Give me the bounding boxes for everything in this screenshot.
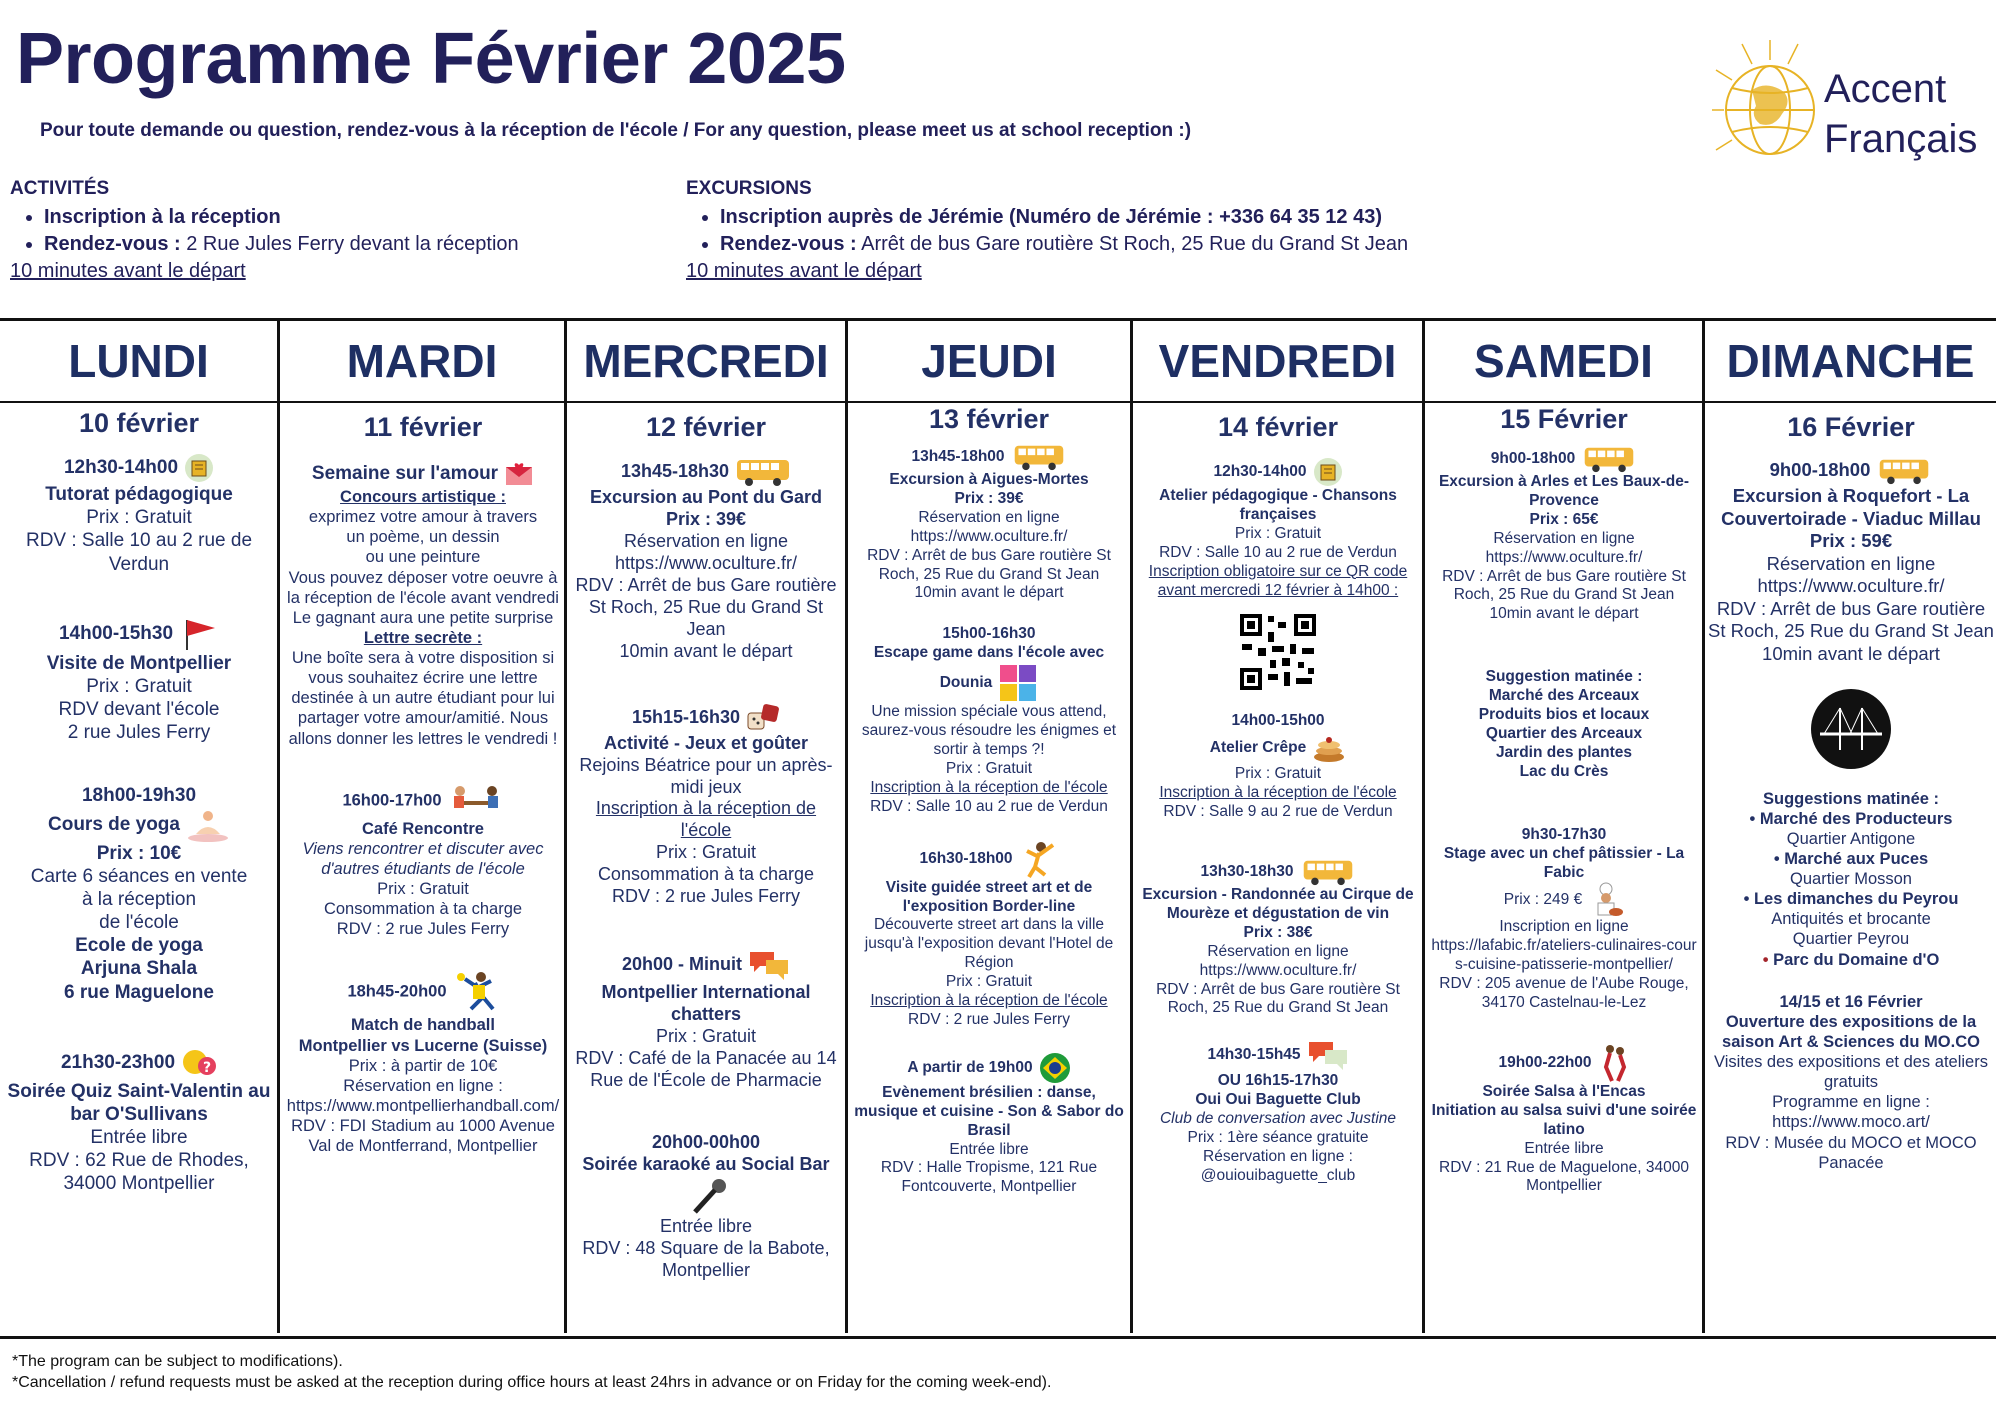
svg-text:?: ? <box>203 1059 212 1076</box>
chat-icon <box>1307 1038 1349 1072</box>
day-header-mercredi: MERCREDI <box>583 335 829 387</box>
excursions-info <box>686 178 1686 283</box>
page-title: Programme Février 2025 <box>16 19 846 99</box>
event-moco: 14/15 et 16 Février Ouverture des expositions de la saison Art & Sciences du MO.CO Visites des expositions et des ateliers gratuits Programme en ligne : https://www.moco.art/ RDV : Musée du MOCO et MOCO Panacée <box>1714 992 1988 1172</box>
column-samedi <box>1428 404 1700 1329</box>
event-roquefort: 9h00-18h00 Excursion à Roquefort - La Couvertoirade - Viaduc Millau Prix : 59€ Réservation en ligne https://www.oculture.fr/ RDV : Arrêt de bus Gare routière St Roch, 25 Rue du Grand St Jean 10min avant le départ <box>1708 458 1994 664</box>
column-mercredi <box>570 404 842 1329</box>
event-stage-patissier: 9h30-17h30 Stage avec un chef pâtissier - La Fabic Prix : 249 € Inscription en ligne https://lafabic.fr/ateliers-culinaires-cours-cuisine-patisserie-montpellier/ RDV : 205 avenue de l'Aube Rouge, 34170 Castelnau-le-Lez <box>1431 825 1697 1012</box>
footer-note-modifications: *The program can be subject to modifications). <box>12 1353 343 1370</box>
activites-inscription: • Inscription à la réception <box>44 206 650 229</box>
event-street-art: 16h30-18h00 Visite guidée street art et de l'exposition Border-line Découverte street art dans la ville jusqu'à l'exposition devant l'Hotel de Région Prix : Gratuit Inscription à la réception de l'école RDV : 2 rue Jules Ferry <box>851 839 1127 1030</box>
excursions-inscription: • Inscription auprès de Jérémie (Numéro de Jérémie : +336 64 35 12 43) <box>720 206 1686 229</box>
excursions-rendez-vous: • Rendez-vous : Arrêt de bus Gare routière St Roch, 25 Rue du Grand St Jean <box>720 233 1686 256</box>
event-yoga: 18h00-19h30 Cours de yoga Prix : 10€ Carte 6 séances en vente à la réception de l'école Ecole de yoga Arjuna Shala 6 rue Maguelone <box>30 785 248 1003</box>
brazil-flag-icon <box>1039 1052 1071 1084</box>
excursions-note: 10 minutes avant le départ <box>686 260 922 282</box>
event-jeux-gouter: 15h15-16h30 Activité - Jeux et goûter Rejoins Béatrice pour un après-midi jeux Inscription à la réception de l'école Prix : Gratuit Consommation à ta charge RDV : 2 rue Jules Ferry <box>570 703 842 909</box>
excursions-heading: EXCURSIONS <box>686 178 812 199</box>
event-atelier-chansons: 12h30-14h00 Atelier pédagogique - Chansons françaises Prix : Gratuit RDV : Salle 10 au 2 rue de Verdun Inscription obligatoire sur ce QR code avant mercredi 12 février à 14h00 : <box>1136 457 1420 698</box>
column-divider <box>277 318 280 1333</box>
event-bresilien: A partir de 19h00 Evènement brésilien : danse, musique et cuisine - Son & Sabor do Brasil Entrée libre RDV : Halle Tropisme, 121 Rue Fontcouverte, Montpellier <box>851 1052 1127 1197</box>
date-jeudi: 13 février <box>928 404 1050 434</box>
svg-text:Français: Français <box>1824 117 1978 161</box>
book-icon <box>1313 457 1343 487</box>
date-samedi: 15 Février <box>1500 404 1628 434</box>
event-suggestion-samedi: Suggestion matinée : Marché des Arceaux Produits bios et locaux Quartier des Arceaux Jardin des plantes Lac du Crès <box>1478 668 1650 780</box>
dice-icon <box>746 703 780 733</box>
microphone-icon <box>689 1176 729 1216</box>
quiz-icon <box>181 1046 217 1080</box>
book-icon <box>184 453 214 483</box>
day-header-mardi: MARDI <box>346 335 498 387</box>
column-lundi <box>4 404 274 1329</box>
table-header-divider <box>0 401 1996 403</box>
day-header-vendredi: VENDREDI <box>1158 335 1397 387</box>
event-tutorat: 12h30-14h00 Tutorat pédagogique Prix : Gratuit RDV : Salle 10 au 2 rue de Verdun <box>4 453 274 576</box>
event-pont-du-gard: 13h45-18h30 Excursion au Pont du Gard Prix : 39€ Réservation en ligne https://www.oculture.fr/ RDV : Arrêt de bus Gare routière St Roch, 25 Rue du Grand St Jean 10min avant le départ <box>570 457 842 663</box>
column-vendredi <box>1136 404 1420 1329</box>
column-divider <box>845 318 848 1333</box>
flag-icon <box>179 616 219 652</box>
activites-note: 10 minutes avant le départ <box>10 260 246 282</box>
event-karaoke: 20h00-00h00 Soirée karaoké au Social Bar Entrée libre RDV : 48 Square de la Babote, Montpellier <box>582 1132 830 1280</box>
footer-notes <box>12 1352 1051 1394</box>
activites-rendez-vous: • Rendez-vous : 2 Rue Jules Ferry devant la réception <box>44 233 650 256</box>
column-mardi <box>283 404 563 1329</box>
day-header-jeudi: JEUDI <box>921 335 1057 387</box>
svg-text:Accent: Accent <box>1824 67 1947 111</box>
event-semaine-amour: Semaine sur l'amour Concours artistique : exprimez votre amour à travers un poème, un dessin ou une peinture Vous pouvez déposer votre oeuvre à la réception de l'école avant vendredi Le gagnant aura une petite surprise Lettre secrète : Une boîte sera à votre disposition si vous souhaitez écrire une lettre destinée à un autre étudiant pour lui partager votre amour/amitié. Nous allons donner les lettres le vendredi ! <box>283 461 563 749</box>
activites-info <box>10 178 650 283</box>
footer-note-cancellation: *Cancellation / refund requests must be asked at the reception during office hours at least 24hrs in advance or on Friday for the coming week-end). <box>12 1373 1052 1391</box>
page-subtitle: Pour toute demande ou question, rendez-vous à la réception de l'école / For any question, please meet us at school reception :) <box>40 120 1192 141</box>
column-jeudi <box>851 404 1127 1329</box>
day-header-samedi: SAMEDI <box>1474 335 1653 387</box>
bus-icon <box>1011 443 1067 471</box>
event-salsa: 19h00-22h00 Soirée Salsa à l'Encas Initiation au salsa suivi d'une soirée latino Entrée libre RDV : 21 Rue de Maguelone, 34000 Montpellier <box>1428 1043 1700 1196</box>
viaduct-icon <box>1810 688 1892 770</box>
heart-envelope-icon <box>504 461 534 487</box>
yoga-icon <box>186 808 230 842</box>
event-oui-oui-baguette: 14h30-15h45 OU 16h15-17h30 Oui Oui Baguette Club Club de conversation avec Justine Prix : 1ère séance gratuite Réservation en ligne : @ouiouibaguette_club <box>1136 1038 1420 1185</box>
date-mardi: 11 février <box>363 412 483 442</box>
column-dimanche <box>1708 404 1994 1329</box>
dancer-icon <box>1019 839 1059 879</box>
column-divider <box>564 318 567 1333</box>
handball-icon <box>453 969 499 1015</box>
event-atelier-crepe: 14h00-15h00 Atelier Crêpe Prix : Gratuit Inscription à la réception de l'école RDV : Salle 9 au 2 rue de Verdun <box>1159 712 1397 821</box>
event-cafe-rencontre: 16h00-17h00 Café Rencontre Viens rencontrer et discuter avec d'autres étudiants de l'école Prix : Gratuit Consommation à ta charge RDV : 2 rue Jules Ferry <box>283 783 563 940</box>
date-dimanche: 16 Février <box>1787 412 1915 442</box>
accent-francais-logo <box>1712 40 1982 180</box>
event-randonnee: 13h30-18h30 Excursion - Randonnée au Cirque de Mourèze et dégustation de vin Prix : 38€ Réservation en ligne https://www.oculture.fr/ RDV : Arrêt de bus Gare routière St Roch, 25 Rue du Grand St Jean <box>1136 858 1420 1018</box>
cafe-icon <box>448 783 504 819</box>
date-mercredi: 12 février <box>645 412 767 442</box>
event-quiz: 21h30-23h00 ? Soirée Quiz Saint-Valentin au bar O'Sullivans Entrée libre RDV : 62 Rue de Rhodes, 34000 Montpellier <box>4 1046 274 1196</box>
puzzle-icon <box>998 663 1038 703</box>
column-divider <box>1130 318 1133 1333</box>
activites-heading: ACTIVITÉS <box>10 178 110 199</box>
event-international-chatters: 20h00 - Minuit Montpellier International chatters Prix : Gratuit RDV : Café de la Panacée au 14 Rue de l'École de Pharmacie <box>570 948 842 1092</box>
bus-icon <box>1581 445 1637 473</box>
chat-icon <box>748 948 790 982</box>
bus-icon <box>1300 858 1356 886</box>
bus-icon <box>735 457 791 487</box>
date-vendredi: 14 février <box>1217 412 1339 442</box>
day-header-dimanche: DIMANCHE <box>1726 335 1975 387</box>
event-arles: 9h00-18h00 Excursion à Arles et Les Baux-de-Provence Prix : 65€ Réservation en ligne https://www.oculture.fr/ RDV : Arrêt de bus Gare routière St Roch, 25 Rue du Grand St Jean 10min avant le départ <box>1428 445 1700 624</box>
day-header-lundi: LUNDI <box>68 335 209 387</box>
salsa-icon <box>1598 1043 1630 1083</box>
column-divider <box>1422 318 1425 1333</box>
crepe-icon <box>1312 731 1346 765</box>
event-handball: 18h45-20h00 Match de handball Montpellier vs Lucerne (Suisse) Prix : à partir de 10€ Réservation en ligne : https://www.montpellierhandball.com/ RDV : FDI Stadium au 1000 Avenue Val de Montferrand, Montpellier <box>283 969 563 1156</box>
qr-code-icon[interactable] <box>1238 612 1318 692</box>
date-lundi: 10 février <box>78 408 200 438</box>
bus-icon <box>1876 457 1932 485</box>
event-suggestions-dimanche: Suggestions matinée : • Marché des Producteurs Quartier Antigone • Marché aux Puces Quartier Mosson • Les dimanches du Peyrou Antiquités et brocante Quartier Peyrou • Parc du Domaine d'O <box>1743 789 1959 969</box>
event-aigues-mortes: 13h45-18h00 Excursion à Aigues-Mortes Prix : 39€ Réservation en ligne https://www.oculture.fr/ RDV : Arrêt de bus Gare routière St Roch, 25 Rue du Grand St Jean 10min avant le départ <box>851 443 1127 603</box>
event-visite-montpellier: 14h00-15h30 Visite de Montpellier Prix : Gratuit RDV devant l'école 2 rue Jules Ferry <box>4 616 274 745</box>
chef-icon <box>1588 882 1624 918</box>
column-divider <box>1702 318 1705 1333</box>
event-escape-game: 15h00-16h30 Escape game dans l'école avec Dounia Une mission spéciale vous attend, saurez-vous résoudre les énigmes et sortir à temps ?! Prix : Gratuit Inscription à la réception de l'école RDV : Salle 10 au 2 rue de Verdun <box>861 625 1117 815</box>
